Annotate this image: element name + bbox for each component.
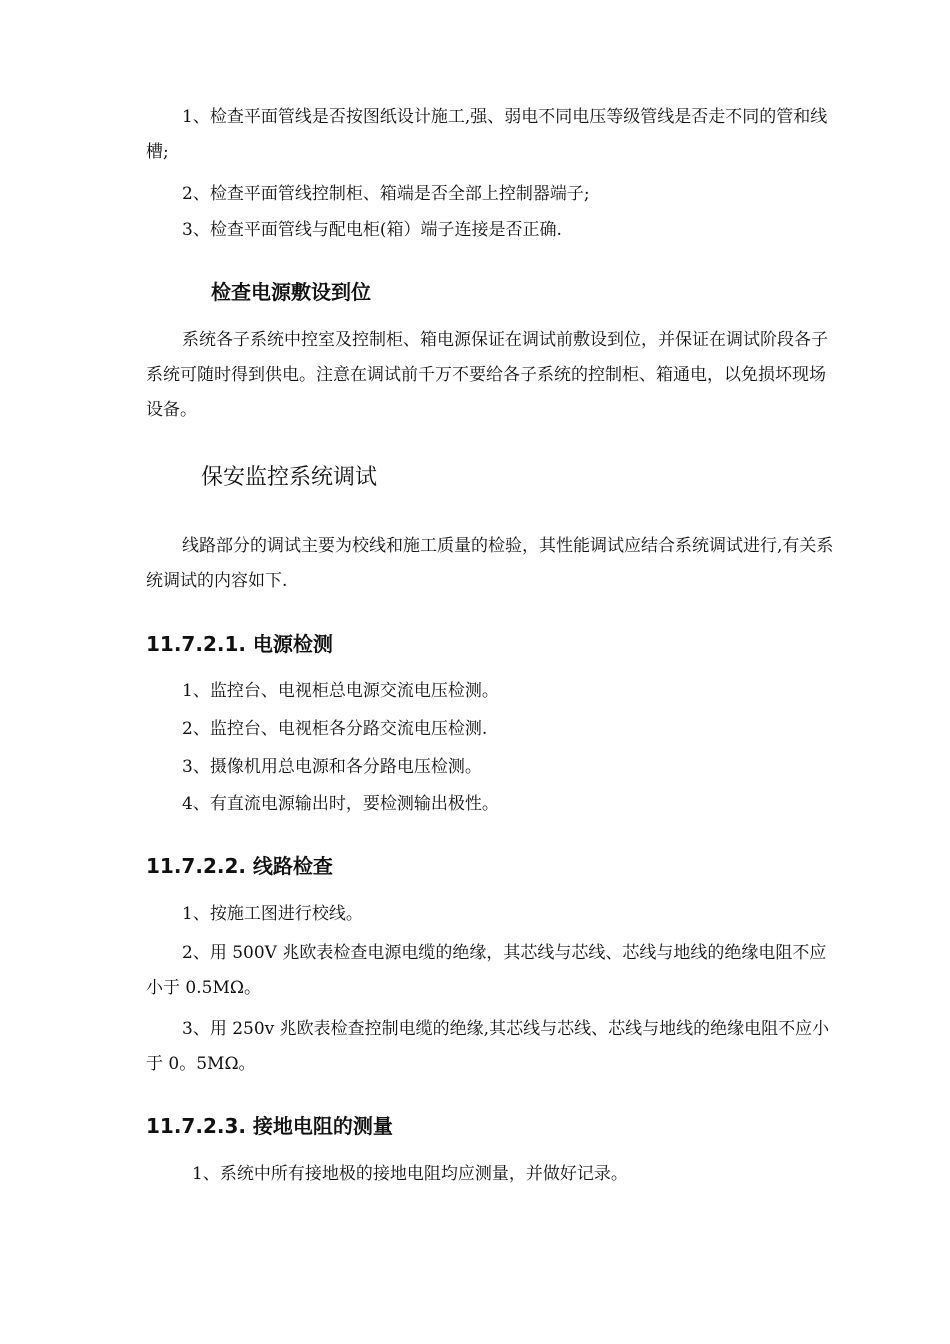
paragraph-power-detection-3: 3、摄像机用总电源和各分路电压检测。: [182, 757, 482, 777]
paragraph-line-check-2: 2、用 500V 兆欧表检查电源电缆的绝缘，其芯线与芯线、芯线与地线的绝缘电阻不应小于 0.5MΩ。: [146, 943, 827, 998]
paragraph-power-detection-1: 1、监控台、电视柜总电源交流电压检测。: [182, 681, 499, 701]
paragraph-line-debugging: 线路部分的调试主要为校线和施工质量的检验，其性能调试应结合系统调试进行,有关系统调试的内容如下.: [146, 536, 834, 591]
heading-line-check: 11.7.2.2. 线路检查: [146, 854, 333, 878]
heading-security-monitoring: 保安监控系统调试: [201, 465, 378, 490]
heading-power-laying: 检查电源敷设到位: [211, 280, 371, 304]
paragraph-line-check-3: 3、用 250v 兆欧表检查控制电缆的绝缘,其芯线与芯线、芯线与地线的绝缘电阻不应小于 0。5MΩ。: [146, 1019, 830, 1074]
heading-power-detection: 11.7.2.1. 电源检测: [146, 632, 333, 656]
heading-ground-resistance: 11.7.2.3. 接地电阻的测量: [146, 1114, 393, 1138]
paragraph-power-detection-4: 4、有直流电源输出时，要检测输出极性。: [182, 794, 499, 814]
paragraph-pipeline-check-2: 2、检查平面管线控制柜、箱端是否全部上控制器端子;: [182, 184, 590, 204]
paragraph-pipeline-check-3: 3、检查平面管线与配电柜(箱）端子连接是否正确.: [182, 220, 562, 240]
paragraph-line-check-1: 1、按施工图进行校线。: [182, 904, 363, 924]
paragraph-power-detection-2: 2、监控台、电视柜各分路交流电压检测.: [182, 719, 488, 739]
paragraph-pipeline-check-1: 1、检查平面管线是否按图纸设计施工,强、弱电不同电压等级管线是否走不同的管和线槽;: [146, 107, 828, 162]
paragraph-ground-resistance-1: 1、系统中所有接地极的接地电阻均应测量，并做好记录。: [192, 1164, 628, 1184]
paragraph-power-laying: 系统各子系统中控室及控制柜、箱电源保证在调试前敷设到位，并保证在调试阶段各子系统可随时得到供电。注意在调试前千万不要给各子系统的控制柜、箱通电，以免损坏现场设备。: [146, 330, 828, 420]
